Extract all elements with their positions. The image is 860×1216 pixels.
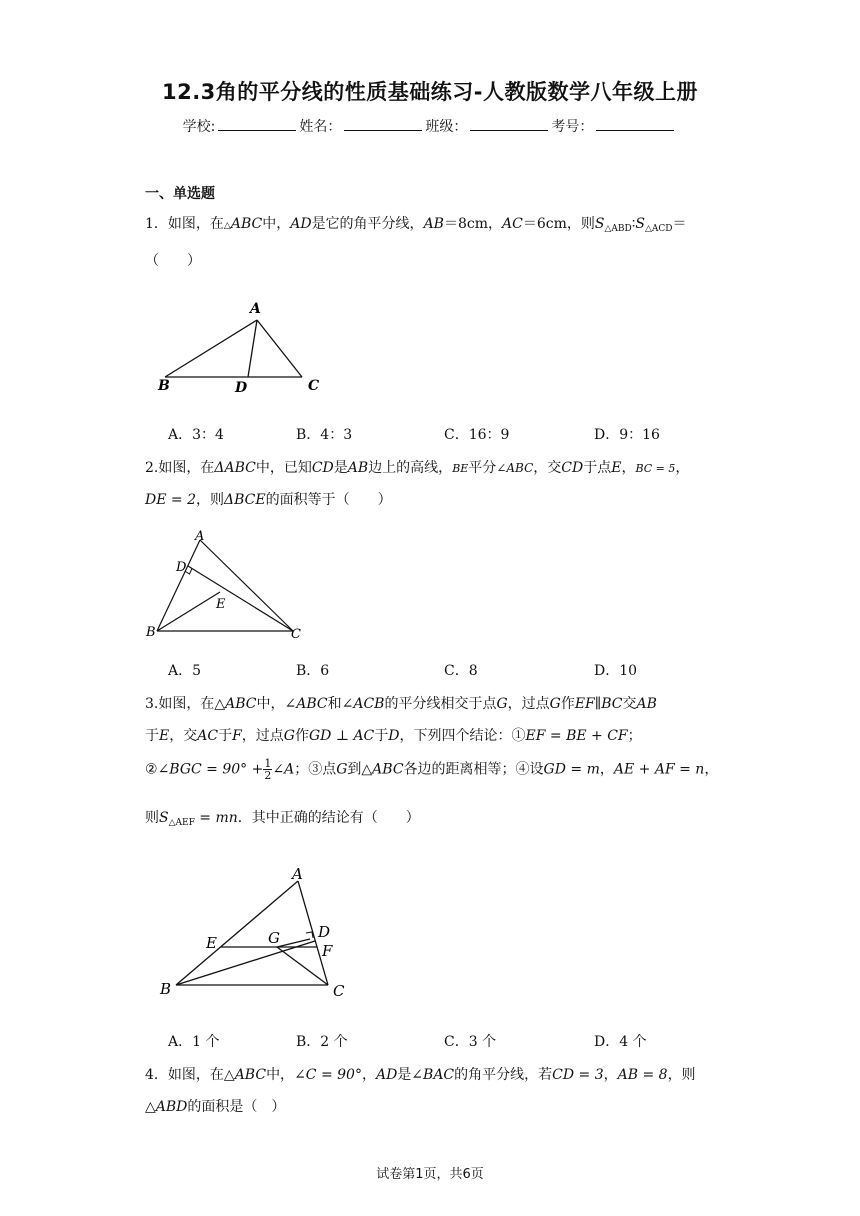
q1-triangle-symbol: △ — [223, 221, 231, 231]
q2-math: ∠ABC — [496, 461, 534, 475]
q2-math: DE = 2 — [145, 492, 196, 508]
q1-equals: ＝ — [672, 216, 687, 232]
q2-label-D: D — [176, 560, 187, 575]
q3-text: ，下列四个结论：① — [399, 728, 526, 744]
question-4-line1 — [145, 1065, 720, 1085]
q3-text: ， — [599, 761, 614, 778]
q3-text: 于 — [218, 728, 233, 744]
q1-option-a[interactable]: A．3：4 — [168, 427, 224, 443]
q1-ratio: ∶ — [631, 216, 636, 232]
q3-math: △ABC — [214, 696, 257, 712]
q4-text: 是 — [397, 1067, 412, 1083]
q2-text: 如图，在 — [158, 460, 215, 476]
class-label: 班级： — [425, 119, 468, 135]
class-blank — [470, 118, 548, 131]
q2-math: BC = 5 — [635, 462, 676, 475]
q3-math: ∠ABC — [284, 696, 328, 712]
q2-math: E — [611, 460, 622, 476]
q3-math: AE + AF = n — [613, 761, 705, 778]
q3-text: ，过点 — [241, 728, 284, 744]
q3-math: S — [159, 810, 169, 826]
q1-s: S — [594, 216, 605, 232]
question-number: 2. — [145, 460, 159, 476]
q1-label-C: C — [308, 378, 320, 394]
q1-option-c[interactable]: C．16：9 — [444, 427, 510, 443]
q3-label-C: C — [333, 982, 345, 1000]
q1-label-D: D — [235, 380, 248, 396]
q3-text: 和 — [327, 696, 342, 712]
q2-option-c[interactable]: C．8 — [444, 663, 478, 679]
q4-text: ， — [603, 1067, 618, 1083]
q3-text: 如图，在 — [158, 696, 215, 712]
q3-label-G: G — [268, 929, 280, 947]
q3-text: ；③点 — [294, 761, 337, 778]
q1-text: 中， — [262, 216, 291, 232]
q2-text: ，则 — [195, 492, 224, 508]
q2-option-d[interactable]: D．10 — [594, 663, 638, 679]
q3-text: 各边的距离相等；④设 — [403, 761, 544, 778]
q3-label-A: A — [292, 865, 303, 883]
question-3-line2 — [145, 726, 720, 746]
school-blank — [218, 118, 296, 131]
q4-text: 的角平分线，若 — [454, 1067, 553, 1083]
student-info-line — [0, 116, 860, 136]
question-1-paren: （ ） — [145, 253, 201, 269]
question-3-figure — [150, 862, 360, 1007]
q2-math: AB — [347, 460, 369, 476]
q3-math: G — [496, 696, 508, 712]
q1-label-B: B — [158, 378, 170, 394]
q2-text: 边上的高线， — [368, 460, 453, 476]
question-2-line2 — [145, 490, 715, 510]
q2-option-a[interactable]: A．5 — [168, 663, 202, 679]
q4-text: 的面积是（ ） — [187, 1099, 286, 1115]
q2-math: BE — [452, 462, 469, 475]
q3-text: 则 — [145, 810, 159, 826]
q3-text: ．其中正确的结论有（ ） — [237, 810, 420, 826]
q4-math: ∠C = 90° — [294, 1067, 362, 1083]
q3-text: 到 — [347, 761, 362, 778]
q3-text: ，过点 — [507, 696, 550, 712]
question-2-line1 — [145, 458, 720, 479]
page-title: 12.3角的平分线的性质基础练习-人教版数学八年级上册 — [161, 80, 699, 104]
q2-text: 的面积等于（ ） — [265, 492, 392, 508]
q3-option-a[interactable]: A．1 个 — [168, 1034, 220, 1050]
q4-text: 中， — [266, 1067, 295, 1083]
q3-math: = mn — [194, 810, 238, 826]
q2-label-E: E — [216, 597, 226, 612]
question-1-line1 — [145, 214, 715, 239]
question-3-line4 — [145, 808, 715, 833]
q2-label-B: B — [146, 625, 156, 640]
q2-math: CD — [311, 460, 334, 476]
q2-option-b[interactable]: B．6 — [296, 663, 330, 679]
q3-math: F — [232, 728, 242, 744]
q3-math: △ABC — [361, 761, 404, 778]
q2-text: ，交 — [533, 460, 562, 476]
q4-math: ∠BAC — [411, 1067, 455, 1083]
q3-math: EF = BE + CF — [525, 728, 628, 744]
q4-text: ， — [361, 1067, 376, 1083]
question-4-line2 — [145, 1097, 715, 1117]
q1-label-A: A — [250, 301, 261, 317]
q1-text: 是它的角平分线， — [311, 216, 424, 232]
q4-text: 如图，在 — [167, 1067, 224, 1083]
question-number: 3. — [145, 696, 159, 712]
q4-math: △ABD — [145, 1099, 188, 1115]
q3-text: ； — [627, 728, 642, 744]
exam-no-blank — [596, 118, 674, 131]
q3-text: 作 — [294, 728, 309, 744]
fraction-denominator: 2 — [264, 769, 272, 782]
q1-abc: ABC — [230, 216, 263, 232]
q2-text: 于点 — [583, 460, 612, 476]
q2-math: CD — [561, 460, 584, 476]
q4-text: ，则 — [667, 1067, 696, 1083]
q2-math: ΔABC — [214, 460, 256, 476]
q1-s: S — [635, 216, 645, 232]
q3-math: ∠BGC = 90° + — [157, 761, 264, 778]
q3-math: AC — [197, 728, 219, 744]
q2-label-A: A — [195, 529, 205, 544]
q3-math: AB — [636, 696, 657, 712]
q3-text: 作 — [560, 696, 575, 712]
q3-text: ，交 — [169, 728, 198, 744]
q3-text: ② — [145, 761, 158, 778]
q3-math: G — [549, 696, 561, 712]
name-blank — [344, 118, 422, 131]
q3-sub-aef: △AEF — [168, 818, 195, 828]
exam-no-label: 考号： — [551, 119, 594, 135]
q3-math: BC — [601, 696, 623, 712]
section-title: 一、单选题 — [145, 186, 215, 202]
question-2-figure — [140, 525, 320, 645]
q4-math: △ABC — [223, 1067, 267, 1083]
q3-label-F: F — [322, 942, 333, 960]
q1-text: 如图，在 — [167, 216, 224, 232]
q4-math: AD — [375, 1067, 398, 1083]
q3-math: EF — [574, 696, 595, 712]
q2-text: 是 — [333, 460, 348, 476]
question-number: 1． — [145, 216, 168, 232]
q3-label-E: E — [206, 934, 217, 952]
q3-text: 于 — [374, 728, 389, 744]
page-footer: 试卷第1页，共6页 — [376, 1167, 484, 1182]
q3-text: 中， — [256, 696, 285, 712]
q3-text: ， — [704, 761, 719, 778]
q1-ad: AD — [290, 216, 312, 232]
q3-option-b[interactable]: B．2 个 — [296, 1034, 348, 1050]
name-label: 姓名： — [299, 119, 342, 135]
q1-sub-abd: △ABD — [604, 224, 632, 234]
q3-math: ∠A — [272, 761, 295, 778]
q3-text: 于 — [145, 728, 159, 744]
q1-ac: AC — [502, 216, 523, 232]
q2-text: ， — [621, 460, 636, 476]
q1-sub-acd: △ACD — [644, 224, 673, 234]
school-label: 学校: — [182, 119, 216, 135]
q3-option-d[interactable]: D．4 个 — [594, 1034, 647, 1050]
q3-math: E — [159, 728, 170, 744]
q3-label-B: B — [160, 980, 172, 998]
q3-text: 交 — [622, 696, 637, 712]
q1-ab: AB — [423, 216, 444, 232]
question-1-figure — [150, 298, 340, 398]
q2-text: 平分 — [468, 460, 497, 476]
q2-math: ΔBCE — [223, 492, 266, 508]
q3-text: 的平分线相交于点 — [384, 696, 497, 712]
q2-text: 中，已知 — [255, 460, 312, 476]
q3-label-D: D — [318, 923, 331, 941]
q4-math: AB = 8 — [617, 1067, 668, 1083]
q2-label-C: C — [291, 627, 301, 642]
q3-option-c[interactable]: C．3 个 — [444, 1034, 497, 1050]
q3-math: D — [388, 728, 400, 744]
q3-math: GD = m — [543, 761, 600, 778]
q3-math: G — [336, 761, 348, 778]
q3-text: ∥ — [594, 696, 602, 712]
q1-text: ＝8cm， — [443, 216, 502, 232]
q3-math: ∠ACB — [341, 696, 385, 712]
question-3-line1 — [145, 694, 720, 714]
question-number: 4． — [145, 1067, 168, 1083]
fraction-numerator: 1 — [264, 757, 272, 770]
q4-math: CD = 3 — [552, 1067, 604, 1083]
q3-math: GD ⊥ AC — [308, 728, 375, 744]
q2-text: ， — [675, 460, 690, 476]
question-3-line3 — [145, 758, 720, 781]
q1-option-b[interactable]: B．4：3 — [296, 427, 353, 443]
q3-math: G — [283, 728, 295, 744]
q1-text: ＝6cm，则 — [522, 216, 595, 232]
q1-option-d[interactable]: D．9：16 — [594, 427, 660, 443]
